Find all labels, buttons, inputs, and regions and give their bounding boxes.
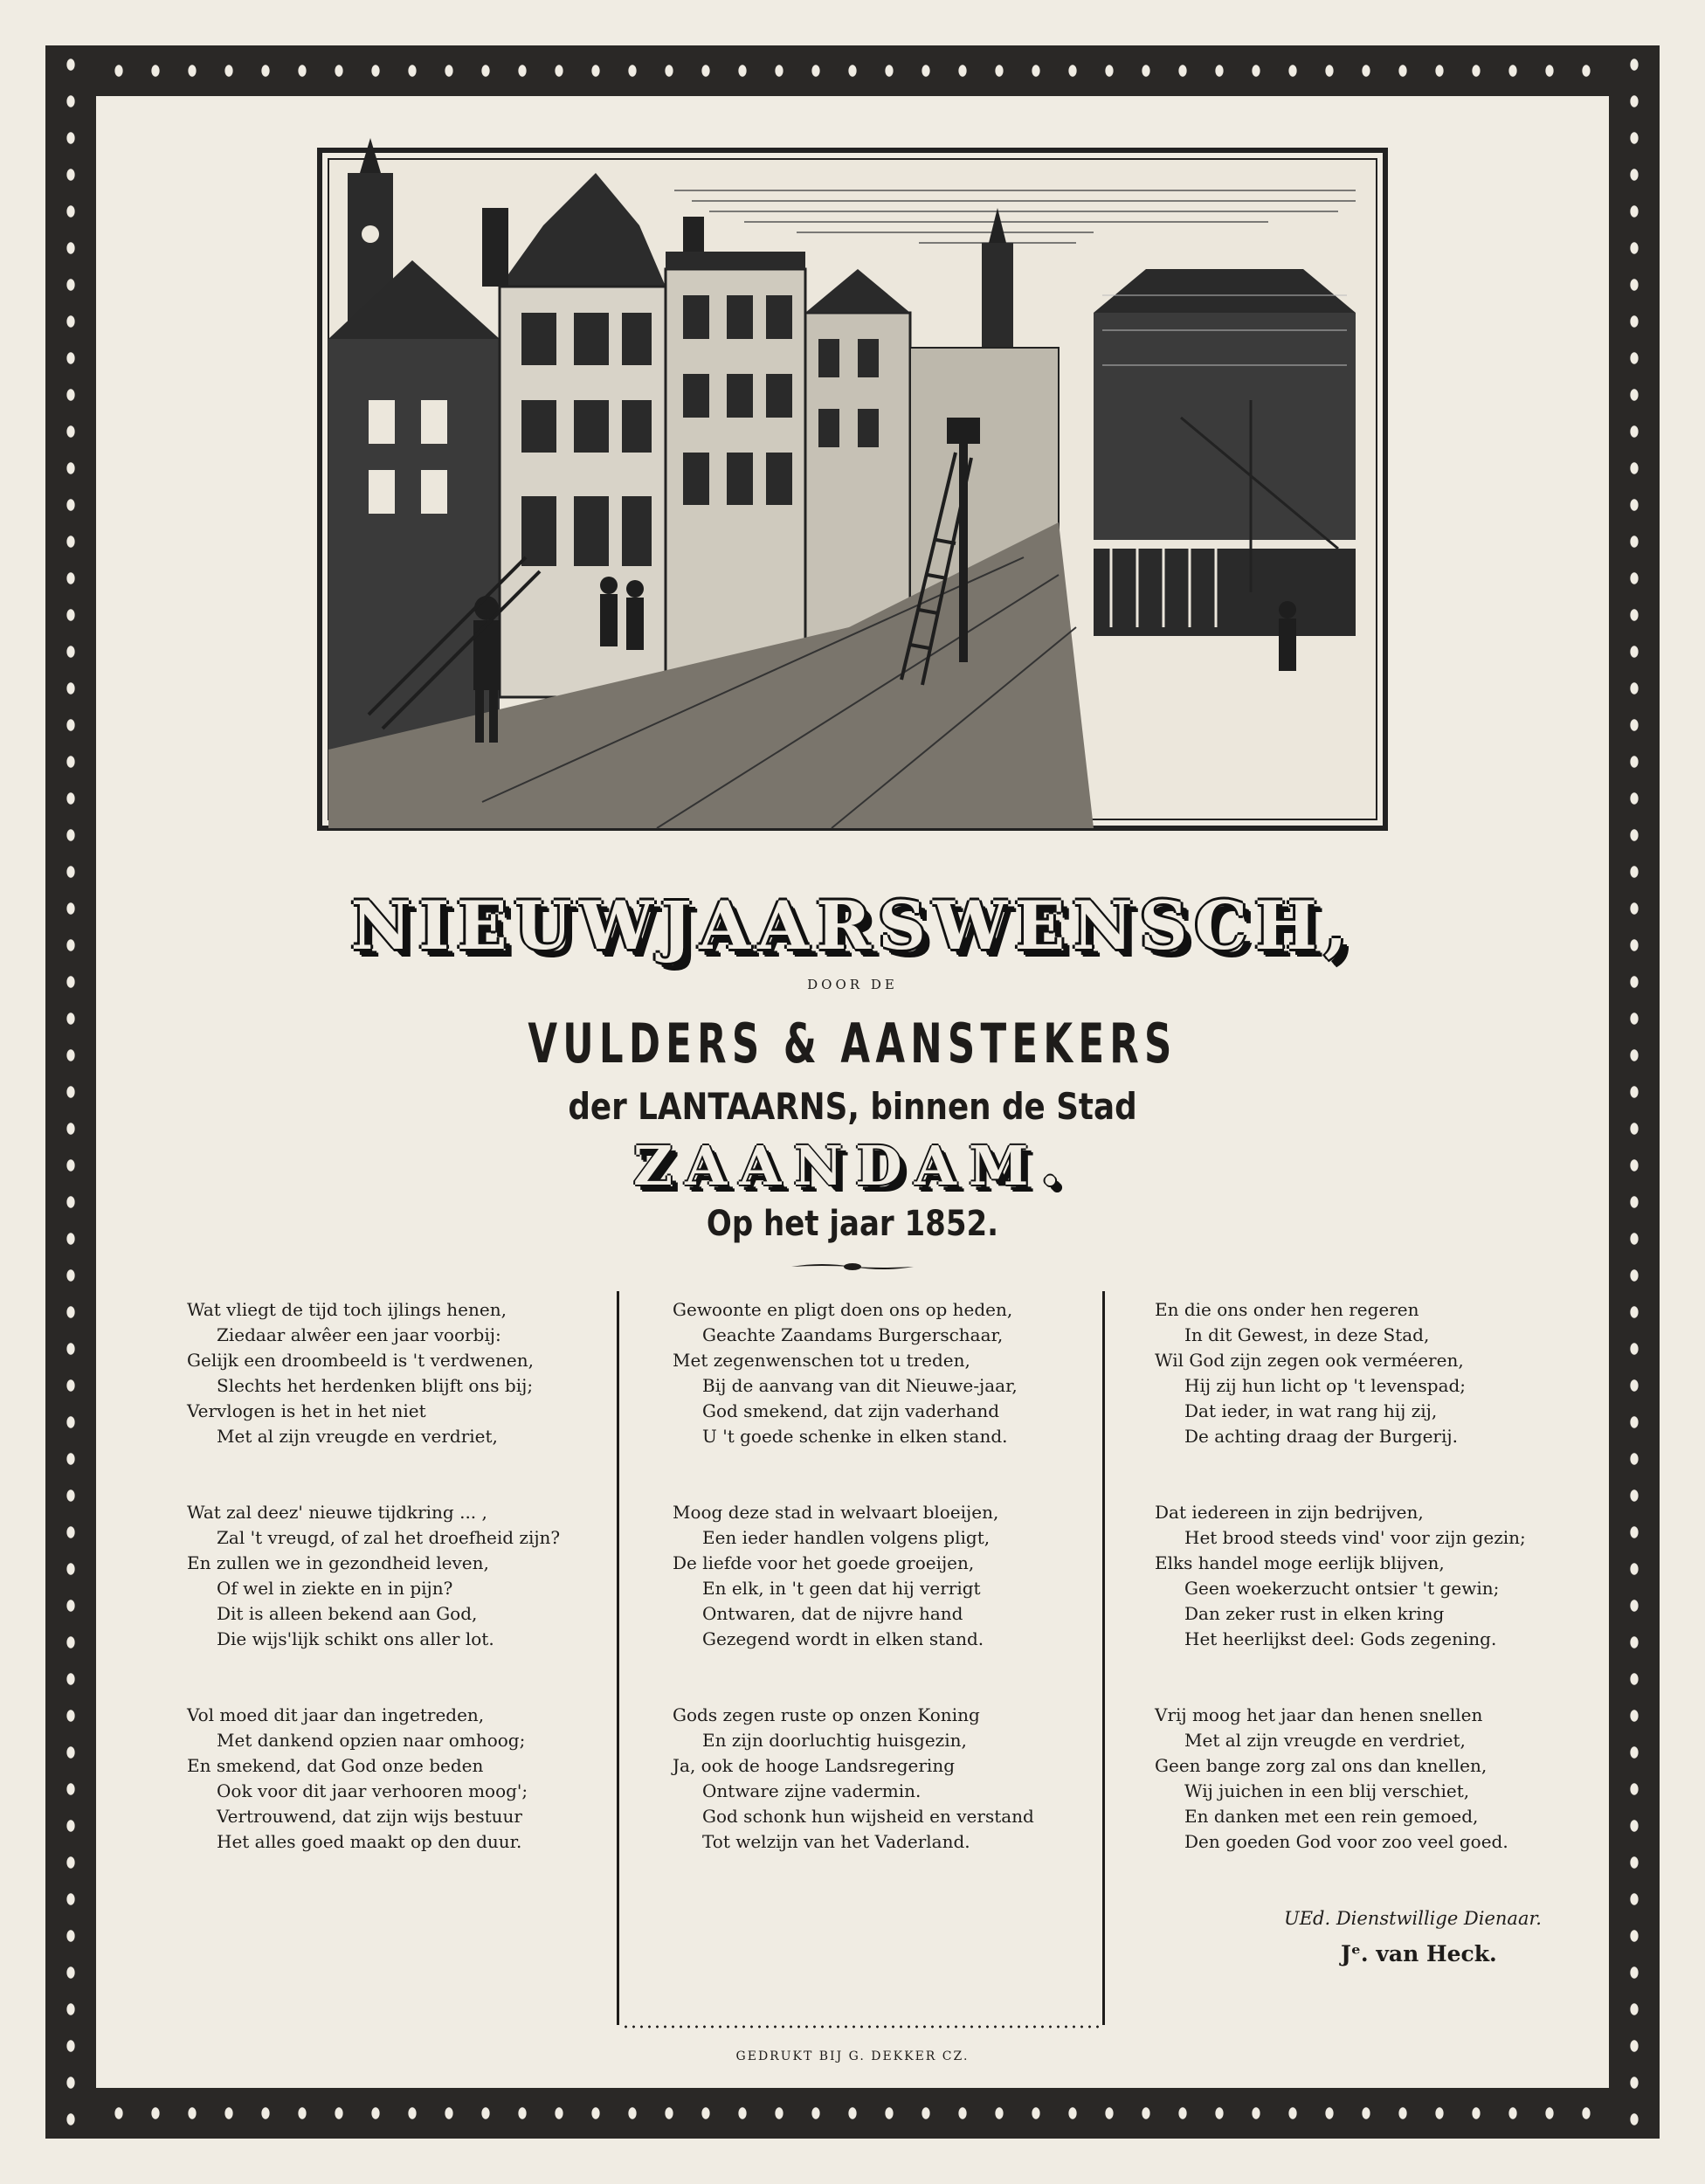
verse-line: Het alles goed maakt op den duur. bbox=[217, 1831, 522, 1852]
verse-line: Hij zij hun licht op 't levenspad; bbox=[1184, 1375, 1467, 1396]
verse-line: De liefde voor het goede groeijen, bbox=[673, 1552, 975, 1573]
poem-column-2 bbox=[673, 1297, 1034, 1905]
heading-lantaarns: der LANTAARNS, binnen de Stad bbox=[568, 1085, 1137, 1128]
stanza bbox=[1155, 1500, 1526, 1652]
verse-line: U 't goede schenke in elken stand. bbox=[702, 1426, 1008, 1447]
stanza bbox=[187, 1703, 560, 1855]
verse-line: Gezegend wordt in elken stand. bbox=[702, 1628, 984, 1649]
heading-vulders: VULDERS & AANSTEKERS bbox=[528, 1012, 1177, 1075]
verse-line: Vervlogen is het in het niet bbox=[187, 1400, 426, 1421]
verse-line: Dan zeker rust in elken kring bbox=[1184, 1603, 1445, 1624]
stanza bbox=[187, 1297, 560, 1449]
verse-line: Ook voor dit jaar verhooren moog'; bbox=[217, 1780, 528, 1801]
verse-line: Een ieder handlen volgens pligt, bbox=[702, 1527, 991, 1548]
verse-line: Geachte Zaandams Burgerschaar, bbox=[702, 1324, 1004, 1345]
stanza bbox=[1155, 1703, 1526, 1855]
verse-line: En danken met een rein gemoed, bbox=[1184, 1806, 1479, 1827]
verse-line: Met al zijn vreugde en verdriet, bbox=[217, 1426, 498, 1447]
verse-line: Die wijs'lijk schikt ons aller lot. bbox=[217, 1628, 494, 1649]
verse-line: En zullen we in gezondheid leven, bbox=[187, 1552, 489, 1573]
border-left bbox=[45, 45, 96, 2139]
stanza bbox=[187, 1500, 560, 1652]
stanza bbox=[673, 1703, 1034, 1855]
verse-line: Vertrouwend, dat zijn wijs bestuur bbox=[217, 1806, 522, 1827]
subtitle-door-de: DOOR DE bbox=[807, 977, 898, 992]
column-rule-left bbox=[617, 1291, 619, 2025]
verse-line: Wat vliegt de tijd toch ijlings henen, bbox=[187, 1299, 507, 1320]
verse-line: Ja, ook de hooge Landsregering bbox=[673, 1755, 955, 1776]
verse-line: Het brood steeds vind' voor zijn gezin; bbox=[1184, 1527, 1526, 1548]
verse-line: God schonk hun wijsheid en verstand bbox=[702, 1806, 1034, 1827]
poem-column-3 bbox=[1155, 1297, 1526, 1905]
heading-year: Op het jaar 1852. bbox=[706, 1204, 999, 1244]
verse-line: Vrij moog het jaar dan henen snellen bbox=[1155, 1704, 1483, 1725]
stanza bbox=[673, 1297, 1034, 1449]
verse-line: Of wel in ziekte en in pijn? bbox=[217, 1578, 453, 1599]
verse-line: Ziedaar alwêer een jaar voorbij: bbox=[217, 1324, 501, 1345]
verse-line: Wat zal deez' nieuwe tijdkring ... , bbox=[187, 1502, 487, 1523]
verse-line: Met zegenwenschen tot u treden, bbox=[673, 1350, 970, 1371]
verse-line: Wil God zijn zegen ook verméeren, bbox=[1155, 1350, 1464, 1371]
verse-line: Ontwaren, dat de nijvre hand bbox=[702, 1603, 963, 1624]
border-top bbox=[45, 45, 1660, 96]
verse-line: Elks handel moge eerlijk blijven, bbox=[1155, 1552, 1445, 1573]
street-scene-engraving bbox=[307, 138, 1398, 840]
printer-imprint: GEDRUKT BIJ G. DEKKER CZ. bbox=[735, 2049, 970, 2063]
verse-line: Ontware zijne vadermin. bbox=[702, 1780, 922, 1801]
verse-line: Vol moed dit jaar dan ingetreden, bbox=[187, 1704, 485, 1725]
verse-line: Bij de aanvang van dit Nieuwe-jaar, bbox=[702, 1375, 1018, 1396]
column-rule-right bbox=[1102, 1291, 1105, 2025]
signature-name: Jᵉ. van Heck. bbox=[1341, 1941, 1497, 1966]
title-nieuwjaarswensch: NIEUWJAARSWENSCH, bbox=[350, 887, 1355, 964]
verse-line: Geen bange zorg zal ons dan knellen, bbox=[1155, 1755, 1488, 1776]
heading-city: ZAANDAM. bbox=[632, 1134, 1073, 1198]
verse-line: Dat iedereen in zijn bedrijven, bbox=[1155, 1502, 1424, 1523]
verse-line: Zal 't vreugd, of zal het droefheid zijn? bbox=[217, 1527, 561, 1548]
verse-line: Dat ieder, in wat rang hij zij, bbox=[1184, 1400, 1438, 1421]
verse-line: Geen woekerzucht ontsier 't gewin; bbox=[1184, 1578, 1500, 1599]
verse-line: Gelijk een droombeeld is 't verdwenen, bbox=[187, 1350, 534, 1371]
verse-line: Gods zegen ruste op onzen Koning bbox=[673, 1704, 980, 1725]
verse-line: En die ons onder hen regeren bbox=[1155, 1299, 1419, 1320]
verse-line: Moog deze stad in welvaart bloeijen, bbox=[673, 1502, 999, 1523]
verse-line: Den goeden God voor zoo veel goed. bbox=[1184, 1831, 1508, 1852]
verse-line: In dit Gewest, in deze Stad, bbox=[1184, 1324, 1430, 1345]
stanza bbox=[1155, 1297, 1526, 1449]
verse-line: Gewoonte en pligt doen ons op heden, bbox=[673, 1299, 1013, 1320]
border-bottom bbox=[45, 2088, 1660, 2139]
verse-line: De achting draag der Burgerij. bbox=[1184, 1426, 1458, 1447]
verse-line: God smekend, dat zijn vaderhand bbox=[702, 1400, 999, 1421]
stanza bbox=[673, 1500, 1034, 1652]
verse-line: Met dankend opzien naar omhoog; bbox=[217, 1730, 526, 1751]
verse-line: Tot welzijn van het Vaderland. bbox=[702, 1831, 970, 1852]
verse-line: En zijn doorluchtig huisgezin, bbox=[702, 1730, 967, 1751]
border-right bbox=[1609, 45, 1660, 2139]
verse-line: Met al zijn vreugde en verdriet, bbox=[1184, 1730, 1466, 1751]
flourish-ornament bbox=[791, 1261, 914, 1272]
signature-servant: UEd. Dienstwillige Dienaar. bbox=[1284, 1908, 1542, 1929]
verse-line: Dit is alleen bekend aan God, bbox=[217, 1603, 478, 1624]
poem-column-1 bbox=[187, 1297, 560, 1905]
verse-line: Het heerlijkst deel: Gods zegening. bbox=[1184, 1628, 1497, 1649]
dotted-rule bbox=[622, 2023, 1101, 2030]
verse-line: Wij juichen in een blij verschiet, bbox=[1184, 1780, 1470, 1801]
verse-line: En elk, in 't geen dat hij verrigt bbox=[702, 1578, 981, 1599]
verse-line: En smekend, dat God onze beden bbox=[187, 1755, 484, 1776]
verse-line: Slechts het herdenken blijft ons bij; bbox=[217, 1375, 534, 1396]
